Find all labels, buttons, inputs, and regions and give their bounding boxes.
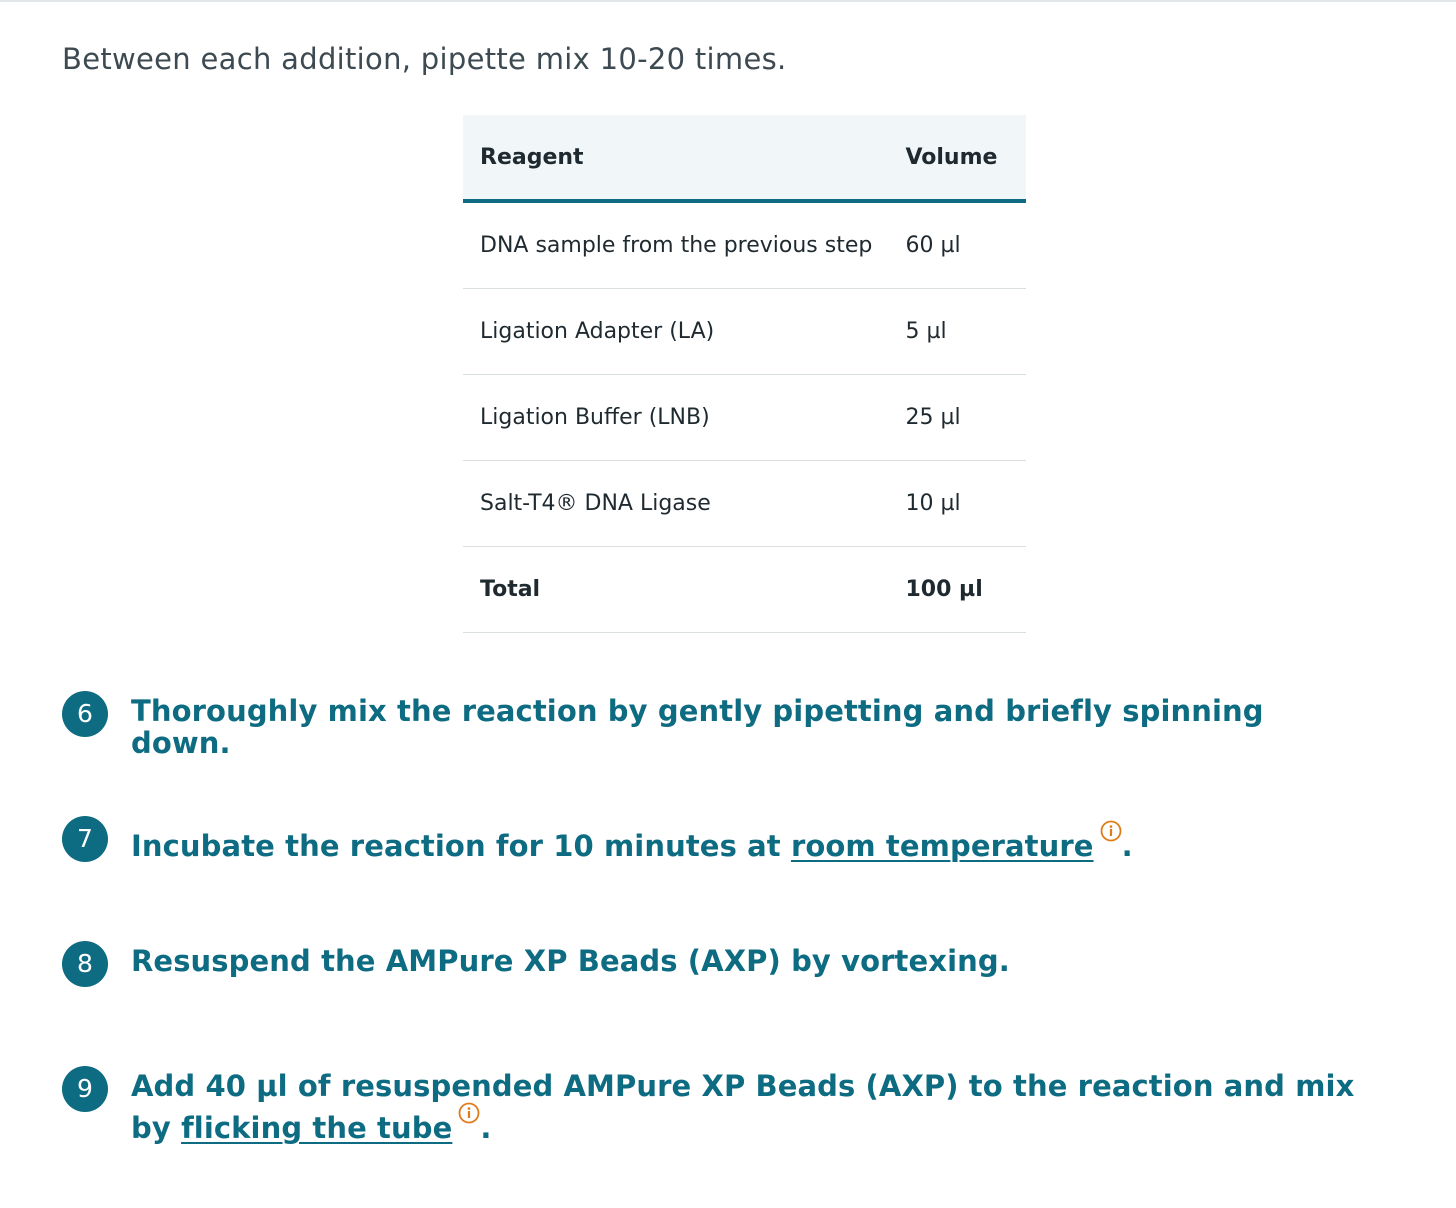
- info-circle-icon[interactable]: [458, 1102, 480, 1124]
- step-number-badge: 8: [62, 941, 108, 987]
- step-text: Thoroughly mix the reaction by gently pipetting and briefly spinning down.: [131, 694, 1264, 760]
- table-header-row: [463, 115, 1026, 201]
- table-total-row: [463, 547, 1026, 633]
- volume-cell: 5 µl: [888, 289, 1026, 375]
- total-label: Total: [463, 547, 888, 633]
- step-text-after: .: [1121, 829, 1133, 863]
- top-divider: [0, 0, 1456, 2]
- step-text: [131, 820, 1371, 862]
- reagent-cell: Ligation Adapter (LA): [463, 289, 888, 375]
- step-text: [131, 1070, 1371, 1144]
- flicking-the-tube-link[interactable]: flicking the tube: [181, 1111, 453, 1145]
- intro-text: Between each addition, pipette mix 10-20 times.: [62, 42, 787, 76]
- reagent-cell: Ligation Buffer (LNB): [463, 375, 888, 461]
- table-row: [463, 375, 1026, 461]
- step-text-after: .: [480, 1111, 492, 1145]
- column-header-reagent: Reagent: [463, 115, 888, 201]
- total-volume: 100 µl: [888, 547, 1026, 633]
- volume-cell: 25 µl: [888, 375, 1026, 461]
- reagent-cell: DNA sample from the previous step: [463, 201, 888, 289]
- step-number-badge: 9: [62, 1066, 108, 1112]
- volume-cell: 60 µl: [888, 201, 1026, 289]
- step-number-badge: 6: [62, 691, 108, 737]
- table-row: [463, 289, 1026, 375]
- room-temperature-link[interactable]: room temperature: [790, 829, 1094, 863]
- info-circle-icon[interactable]: [1100, 820, 1122, 842]
- step-text-before: Incubate the reaction for 10 minutes at: [131, 829, 791, 863]
- table-row: [463, 201, 1026, 289]
- step-text-before: Add 40 µl of resuspended AMPure XP Beads (AXP) to the reaction and mix by: [131, 1069, 1355, 1145]
- step-number-badge: 7: [62, 816, 108, 862]
- reagent-table: [463, 115, 1026, 633]
- volume-cell: 10 µl: [888, 461, 1026, 547]
- step-text: Resuspend the AMPure XP Beads (AXP) by vortexing.: [131, 944, 1010, 978]
- column-header-volume: Volume: [888, 115, 1026, 201]
- reagent-cell: Salt-T4® DNA Ligase: [463, 461, 888, 547]
- table-row: [463, 461, 1026, 547]
